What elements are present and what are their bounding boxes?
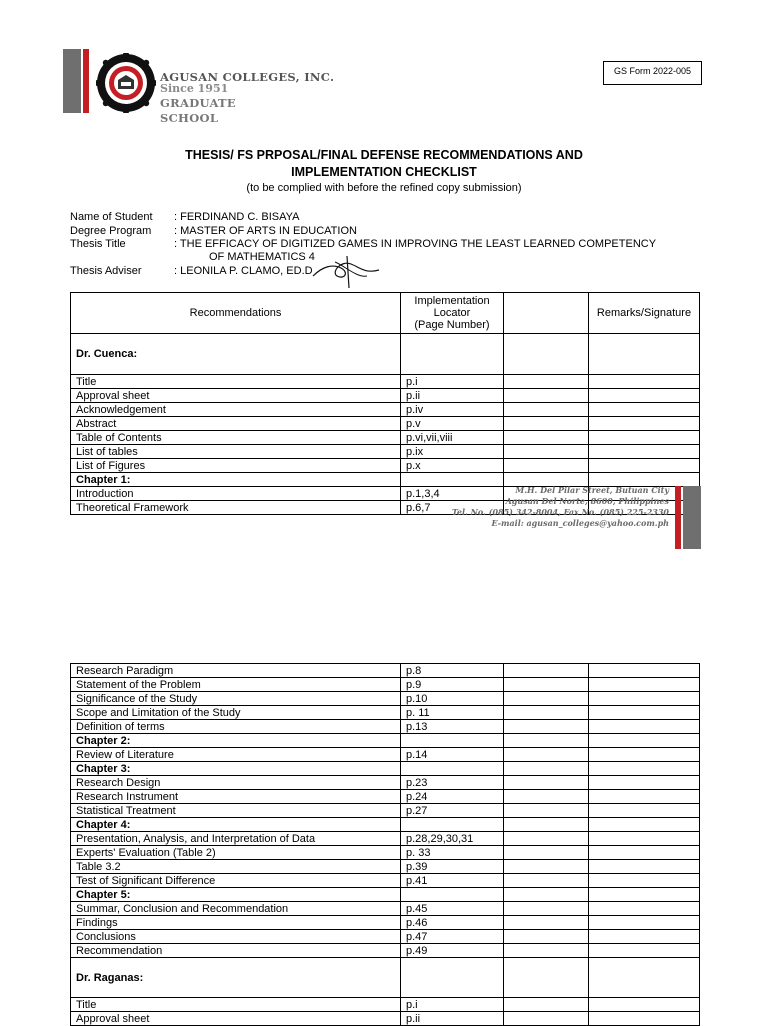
header-locator-line3: (Page Number) [414,319,490,331]
remarks-cell [589,888,700,902]
table-row [71,431,700,445]
locator-cell: p.28,29,30,31 [401,832,504,846]
table-header-row [71,293,700,334]
locator-cell [401,762,504,776]
locator-cell: p.i [401,998,504,1012]
recommendation-cell: Conclusions [71,930,401,944]
degree-value: : MASTER OF ARTS IN EDUCATION [174,225,357,237]
remarks-cell [589,902,700,916]
remarks-cell [589,417,700,431]
blank-cell [504,664,589,678]
header-locator [401,293,504,334]
table-row [71,804,700,818]
locator-cell [401,734,504,748]
locator-cell: p.ii [401,1012,504,1026]
remarks-cell [589,375,700,389]
recommendation-cell: Presentation, Analysis, and Interpretation of Data [71,832,401,846]
thesis-label: Thesis Title [70,238,126,250]
footer-red-bar [675,486,681,549]
recommendation-cell: Title [71,375,401,389]
blank-cell [504,706,589,720]
remarks-cell [589,445,700,459]
reviewer-row [71,334,700,375]
recommendation-cell: Research Design [71,776,401,790]
recommendation-cell: Findings [71,916,401,930]
doc-title-line1: THESIS/ FS PRPOSAL/FINAL DEFENSE RECOMMENDATIONS AND [185,148,583,162]
locator-cell: p.24 [401,790,504,804]
recommendation-cell: Recommendation [71,944,401,958]
adviser-label: Thesis Adviser [70,265,142,277]
locator-cell: p.13 [401,720,504,734]
blank-cell [504,375,589,389]
remarks-cell [589,389,700,403]
table-row [71,762,700,776]
doc-title-line2: IMPLEMENTATION CHECKLIST [291,165,477,179]
empty-cell [401,334,504,375]
remarks-cell [589,790,700,804]
remarks-cell [589,916,700,930]
locator-cell: p.8 [401,664,504,678]
locator-cell: p.10 [401,692,504,706]
remarks-cell [589,930,700,944]
remarks-cell [589,706,700,720]
locator-cell: p.14 [401,748,504,762]
footer-gray-bar [683,486,701,549]
recommendation-cell: Table of Contents [71,431,401,445]
locator-cell: p.x [401,459,504,473]
table-row [71,734,700,748]
blank-cell [504,832,589,846]
recommendation-cell: Title [71,998,401,1012]
remarks-cell [589,734,700,748]
remarks-cell [589,1012,700,1026]
blank-cell [504,818,589,832]
remarks-cell [589,944,700,958]
locator-cell: p.ix [401,445,504,459]
thesis-value-1: : THE EFFICACY OF DIGITIZED GAMES IN IMPROVING THE LEAST LEARNED COMPETENCY [174,238,657,250]
table-row [71,818,700,832]
recommendation-cell: Chapter 5: [71,888,401,902]
locator-cell: p.27 [401,804,504,818]
empty-cell [589,334,700,375]
recommendation-cell: Approval sheet [71,1012,401,1026]
graduate-school [160,96,236,126]
recommendation-cell: List of tables [71,445,401,459]
table-row [71,776,700,790]
table-row [71,944,700,958]
recommendation-cell: Acknowledgement [71,403,401,417]
recommendation-cell: Scope and Limitation of the Study [71,706,401,720]
blank-cell [504,930,589,944]
blank-cell [504,874,589,888]
locator-cell: p.45 [401,902,504,916]
table-row [71,417,700,431]
remarks-cell [589,692,700,706]
locator-cell: p.6,7 [401,501,504,515]
blank-cell [504,860,589,874]
blank-cell [504,1012,589,1026]
locator-cell: p.i [401,375,504,389]
form-code-box: GS Form 2022-005 [603,61,702,85]
locator-cell [401,818,504,832]
empty-cell [504,958,589,998]
remarks-cell [589,720,700,734]
recommendation-cell: List of Figures [71,459,401,473]
remarks-cell [589,664,700,678]
remarks-cell [589,846,700,860]
locator-cell: p.v [401,417,504,431]
blank-cell [504,720,589,734]
table-row [71,916,700,930]
locator-cell: p.41 [401,874,504,888]
locator-cell [401,888,504,902]
table-row [71,846,700,860]
locator-cell: p.46 [401,916,504,930]
table-row [71,790,700,804]
recommendation-cell: Test of Significant Difference [71,874,401,888]
blank-cell [504,748,589,762]
doc-subtitle: (to be complied with before the refined copy submission) [246,182,522,194]
blank-cell [504,944,589,958]
recommendation-cell: Research Paradigm [71,664,401,678]
remarks-cell [589,459,700,473]
recommendation-cell: Definition of terms [71,720,401,734]
degree-label: Degree Program [70,225,152,237]
blank-cell [504,998,589,1012]
table-row [71,678,700,692]
recommendation-cell: Approval sheet [71,389,401,403]
recommendation-cell: Experts' Evaluation (Table 2) [71,846,401,860]
recommendation-cell: Chapter 4: [71,818,401,832]
blank-cell [504,916,589,930]
locator-cell: p.iv [401,403,504,417]
locator-cell: p.1,3,4 [401,487,504,501]
blank-cell [504,790,589,804]
locator-cell: p.49 [401,944,504,958]
table-row [71,403,700,417]
recommendation-cell: Significance of the Study [71,692,401,706]
college-seal-icon [96,53,156,113]
recommendation-cell: Research Instrument [71,790,401,804]
recommendation-cell: Table 3.2 [71,860,401,874]
blank-cell [504,459,589,473]
empty-cell [504,334,589,375]
blank-cell [504,776,589,790]
remarks-cell [589,403,700,417]
locator-cell: p.39 [401,860,504,874]
remarks-cell [589,776,700,790]
remarks-cell [589,874,700,888]
graduate-line: GRADUATE [160,96,236,110]
adviser-value: : LEONILA P. CLAMO, ED.D [174,265,313,277]
remarks-cell [589,804,700,818]
header-blank [504,293,589,334]
blank-cell [504,431,589,445]
email-line: E-mail: agusan_colleges@yahoo.com.ph [491,518,669,528]
blank-cell [504,692,589,706]
empty-cell [401,958,504,998]
remarks-cell [589,818,700,832]
locator-cell: p. 33 [401,846,504,860]
table-row [71,389,700,403]
blank-cell [504,417,589,431]
table-row [71,902,700,916]
blank-cell [504,445,589,459]
checklist-table-2 [70,663,700,1026]
table-row [71,930,700,944]
recommendation-cell: Chapter 3: [71,762,401,776]
table-row [71,888,700,902]
locator-cell: p.23 [401,776,504,790]
student-value: : FERDINAND C. BISAYA [174,211,300,223]
table-row [71,860,700,874]
reviewer-name: Dr. Raganas: [71,958,401,998]
remarks-cell [589,860,700,874]
header-remarks: Remarks/Signature [589,293,700,334]
blank-cell [504,389,589,403]
blank-cell [504,678,589,692]
locator-cell: p.ii [401,389,504,403]
recommendation-cell: Review of Literature [71,748,401,762]
locator-cell: p.47 [401,930,504,944]
table-row [71,692,700,706]
header-red-bar [83,49,89,113]
address-line2: Agusan Del Norte, 8600, Philippines [505,496,669,506]
header-recommendations: Recommendations [71,293,401,334]
locator-cell: p.vi,vii,viii [401,431,504,445]
blank-cell [504,403,589,417]
table-row [71,748,700,762]
reviewer-row [71,958,700,998]
remarks-cell [589,431,700,445]
address-line1: M.H. Del Pilar Street, Butuan City [515,485,669,495]
locator-cell: p.9 [401,678,504,692]
recommendation-cell: Abstract [71,417,401,431]
blank-cell [504,734,589,748]
remarks-cell [589,748,700,762]
school-name: AGUSAN COLLEGES, INC. [160,70,335,84]
remarks-cell [589,762,700,776]
thesis-value-2: OF MATHEMATICS 4 [209,251,315,263]
table-row [71,998,700,1012]
table-row [71,375,700,389]
recommendation-cell: Statistical Treatment [71,804,401,818]
school-line: SCHOOL [160,111,219,125]
table-row [71,720,700,734]
checklist-table-1 [70,292,700,515]
table-row [71,664,700,678]
remarks-cell [589,998,700,1012]
table-row [71,459,700,473]
blank-cell [504,902,589,916]
table-row [71,1012,700,1026]
header-locator-line2: Locator [433,307,471,319]
header-locator-line1: Implementation [414,295,490,307]
blank-cell [504,846,589,860]
recommendation-cell: Summar, Conclusion and Recommendation [71,902,401,916]
table-row [71,874,700,888]
remarks-cell [589,678,700,692]
recommendation-cell: Introduction [71,487,401,501]
recommendation-cell: Chapter 1: [71,473,401,487]
table-row [71,445,700,459]
since-year: Since 1951 [160,82,229,95]
locator-cell: p. 11 [401,706,504,720]
recommendation-cell: Theoretical Framework [71,501,401,515]
locator-cell [401,473,504,487]
address-line3: Tel. No. (085) 342-8004, Fax No. (085) 225-2330 [451,507,669,517]
blank-cell [504,804,589,818]
blank-cell [504,762,589,776]
recommendation-cell: Chapter 2: [71,734,401,748]
empty-cell [589,958,700,998]
student-label: Name of Student [70,211,153,223]
table-row [71,706,700,720]
blank-cell [504,888,589,902]
recommendation-cell: Statement of the Problem [71,678,401,692]
adviser-signature [305,254,385,290]
reviewer-name: Dr. Cuenca: [71,334,401,375]
remarks-cell [589,832,700,846]
header-gray-bar [63,49,81,113]
table-row [71,832,700,846]
